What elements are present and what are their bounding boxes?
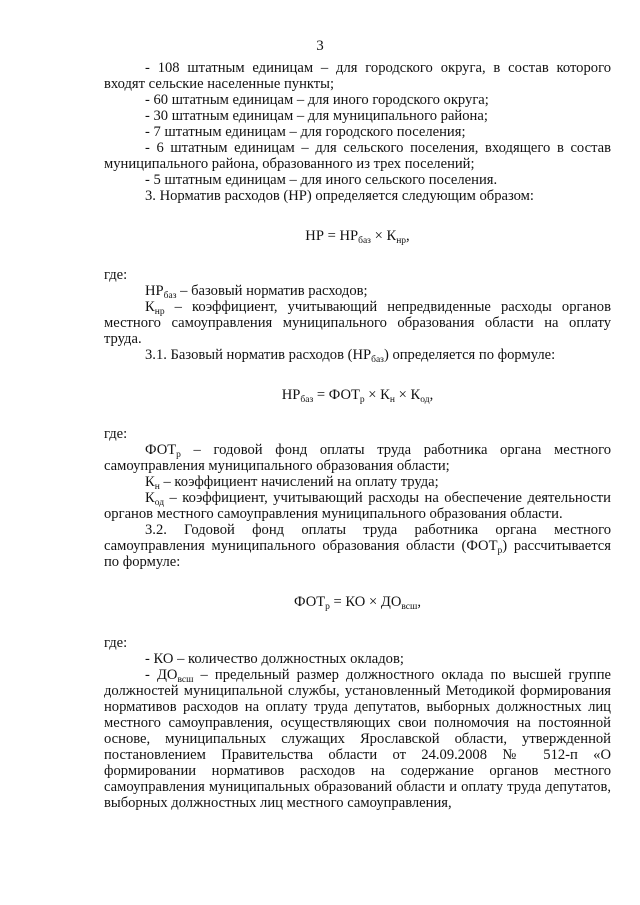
definition-k-n: $К_н$ – коэффициент начислений на оплату труда; [145, 474, 439, 492]
formula-nr-baz: $НР_{баз} = ФОТ_р \times К_н \times К_{од}$, [281, 387, 434, 405]
list-item: - 108 штатным единицам – для городского округа, в состав которого входят сельские населенные пункты; [104, 60, 611, 92]
definition-do-vsh: - $ДО_{всш}$ – предельный размер должностного оклада по высшей группе должностей муниципальной службы, установленный Методикой формирования нормативов расходов на оплату труда депутатов, выборных должностных лиц местного самоуправления, осуществляющих свои полномочия на постоянной основе, муниципальных служащих Ярославской области, утвержденной постановлением Правительства области от 24.09.2008 № 512-п «О формировании нормативов расходов на содержание органов местного самоуправления муниципальных образований области и оплату труда депутатов, выборных должностных лиц местного самоуправления, [104, 667, 611, 811]
paragraph-3-2: 3.2. Годовой фонд оплаты труда работника органа местного самоуправления муниципального образования области $(ФОТ_р)$ рассчитывается по формуле: [104, 522, 611, 570]
definition-nr-baz: $НР_{баз}$ – базовый норматив расходов; [145, 283, 368, 301]
definition-fot: $ФОТ_р$ – годовой фонд оплаты труда работника органа местного самоуправления муниципального образования области; [104, 442, 611, 474]
where-label: где: [104, 267, 128, 283]
paragraph-3-1: 3.1. Базовый норматив расходов $(НР_{баз})$ определяется по формуле: [145, 347, 556, 365]
formula-fot: $ФОТ_р$ = КО × $ДО_{всш}$, [293, 594, 421, 612]
definition-k-nr: $К_{нр}$ – коэффициент, учитывающий непредвиденные расходы органов местного самоуправления муниципального образования области на оплату труда. [104, 299, 611, 347]
page-number: 3 [316, 38, 324, 54]
definition-k-od: $К_{од}$ – коэффициент, учитывающий расходы на обеспечение деятельности органов местного самоуправления муниципального образования области. [104, 490, 611, 522]
list-item: - 7 штатным единицам – для городского поселения; [145, 124, 466, 140]
list-item: - 30 штатным единицам – для муниципального района; [145, 108, 488, 124]
list-item: - 6 штатным единицам – для сельского поселения, входящего в состав муниципального района, образованного из трех поселений; [104, 140, 611, 172]
paragraph-3: 3. Норматив расходов (НР) определяется следующим образом: [145, 188, 534, 204]
list-item: - 5 штатным единицам – для иного сельского поселения. [145, 172, 498, 188]
list-item: - 60 штатным единицам – для иного городского округа; [145, 92, 489, 108]
where-label: где: [104, 426, 128, 442]
formula-nr: НР = $НР_{баз} \times К_{нр}$, [305, 228, 410, 246]
document-body [104, 60, 611, 811]
definition-ko: - КО – количество должностных окладов; [145, 651, 404, 667]
where-label: где: [104, 635, 128, 651]
